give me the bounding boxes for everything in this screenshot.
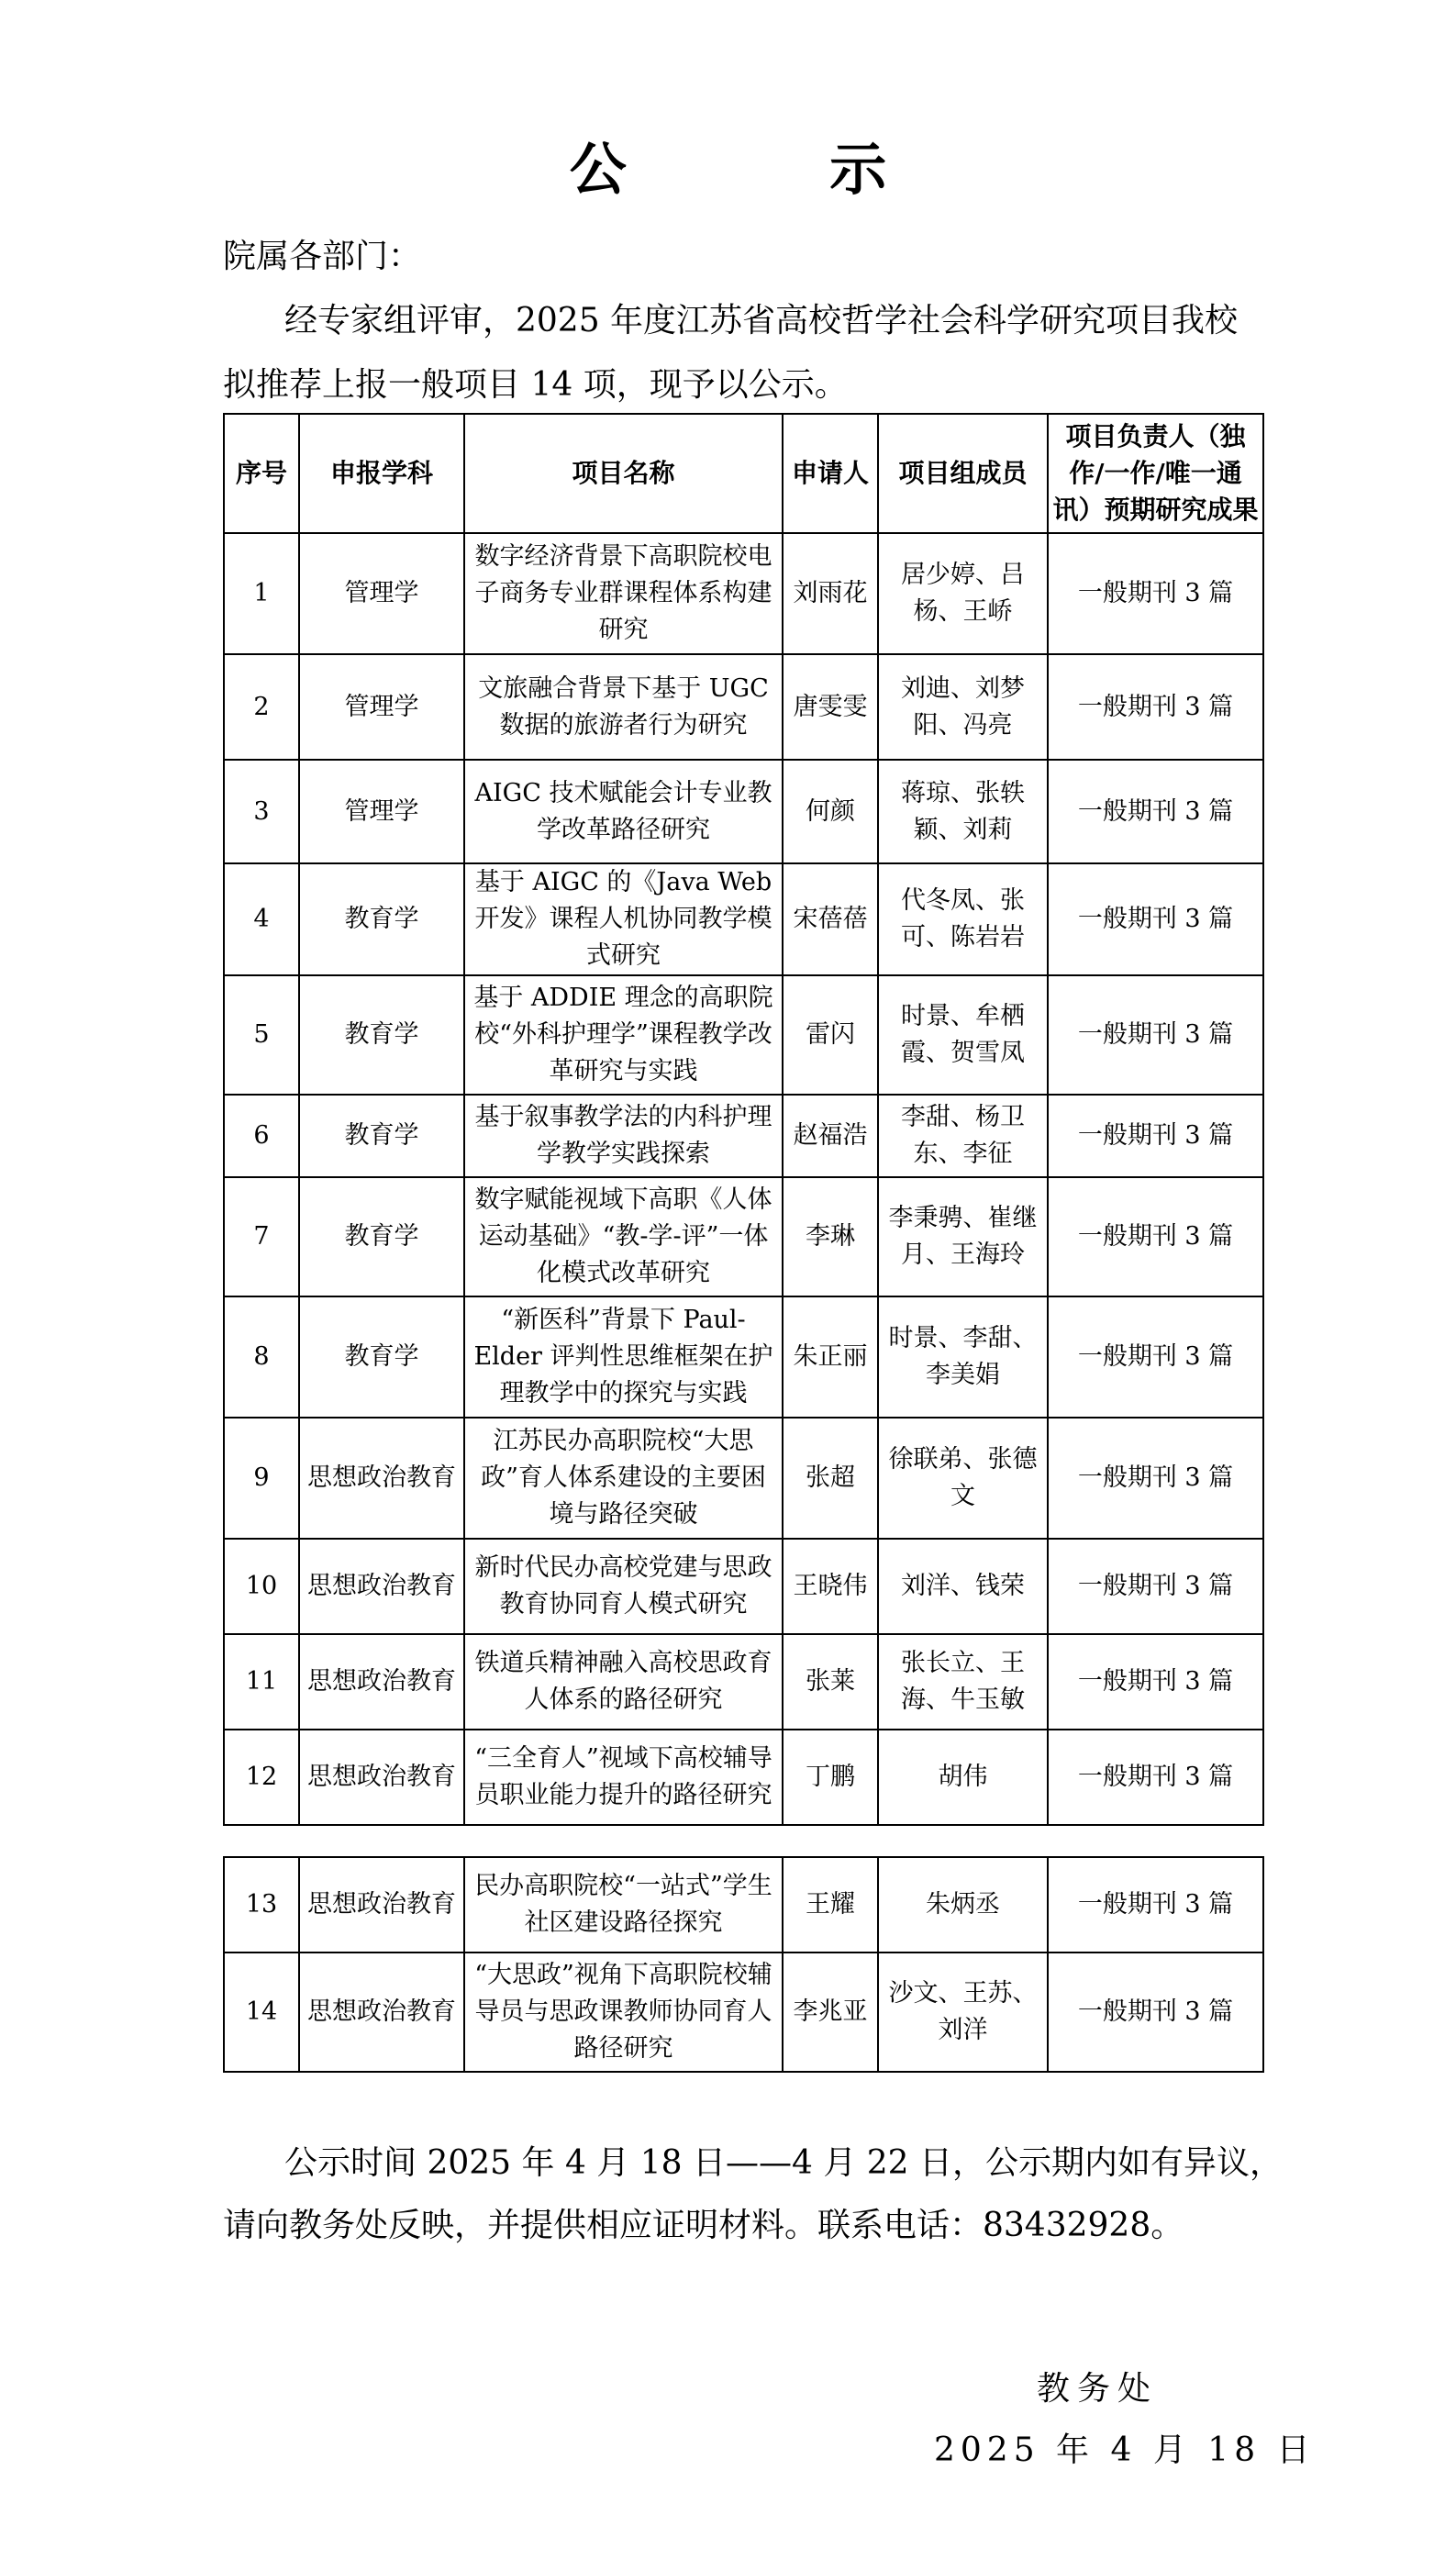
- cell-members: 徐联弟、张德文: [878, 1418, 1048, 1539]
- table-header-row: [224, 414, 1263, 533]
- cell-outcome: 一般期刊 3 篇: [1048, 975, 1263, 1095]
- cell-name: 江苏民办高职院校“大思政”育人体系建设的主要困境与路径突破: [464, 1418, 783, 1539]
- table-row: [224, 533, 1263, 654]
- page-title: 公 示: [569, 136, 979, 203]
- cell-applicant: 何颜: [783, 760, 878, 863]
- cell-members: 蒋琼、张轶颖、刘莉: [878, 760, 1048, 863]
- signature-date: 2025 年 4 月 18 日: [934, 2431, 1316, 2469]
- cell-no: 7: [224, 1177, 299, 1296]
- cell-name: “新医科”背景下 Paul-Elder 评判性思维框架在护理教学中的探究与实践: [464, 1296, 783, 1418]
- cell-members: 朱炳丞: [878, 1857, 1048, 1953]
- cell-applicant: 赵福浩: [783, 1095, 878, 1177]
- cell-no: 6: [224, 1095, 299, 1177]
- cell-subject: 管理学: [299, 533, 464, 654]
- cell-outcome: 一般期刊 3 篇: [1048, 1730, 1263, 1825]
- table-row: [224, 1418, 1263, 1539]
- cell-applicant: 丁鹏: [783, 1730, 878, 1825]
- cell-no: 1: [224, 533, 299, 654]
- cell-outcome: 一般期刊 3 篇: [1048, 1857, 1263, 1953]
- cell-outcome: 一般期刊 3 篇: [1048, 1095, 1263, 1177]
- cell-no: 9: [224, 1418, 299, 1539]
- cell-no: 3: [224, 760, 299, 863]
- header-name: 项目名称: [464, 414, 783, 533]
- cell-outcome: 一般期刊 3 篇: [1048, 760, 1263, 863]
- cell-applicant: 张莱: [783, 1634, 878, 1730]
- salutation: 院属各部门：: [223, 238, 422, 275]
- cell-outcome: 一般期刊 3 篇: [1048, 1296, 1263, 1418]
- notice-line-1: 公示时间 2025 年 4 月 18 日——4 月 22 日，公示期内如有异议，: [284, 2144, 1284, 2182]
- cell-name: 数字赋能视域下高职《人体运动基础》“教-学-评”一体化模式改革研究: [464, 1177, 783, 1296]
- cell-name: AIGC 技术赋能会计专业教学改革路径研究: [464, 760, 783, 863]
- cell-applicant: 朱正丽: [783, 1296, 878, 1418]
- intro-line-1: 经专家组评审，2025 年度江苏省高校哲学社会科学研究项目我校: [284, 302, 1239, 339]
- cell-members: 代冬凤、张可、陈岩岩: [878, 863, 1048, 975]
- cell-outcome: 一般期刊 3 篇: [1048, 1177, 1263, 1296]
- cell-outcome: 一般期刊 3 篇: [1048, 863, 1263, 975]
- cell-outcome: 一般期刊 3 篇: [1048, 1953, 1263, 2072]
- cell-members: 李秉骋、崔继月、王海玲: [878, 1177, 1048, 1296]
- cell-members: 张长立、王海、牛玉敏: [878, 1634, 1048, 1730]
- cell-name: 基于叙事教学法的内科护理学教学实践探索: [464, 1095, 783, 1177]
- cell-subject: 思想政治教育: [299, 1730, 464, 1825]
- cell-no: 4: [224, 863, 299, 975]
- cell-outcome: 一般期刊 3 篇: [1048, 1539, 1263, 1634]
- cell-subject: 教育学: [299, 1296, 464, 1418]
- cell-applicant: 张超: [783, 1418, 878, 1539]
- cell-name: “三全育人”视域下高校辅导员职业能力提升的路径研究: [464, 1730, 783, 1825]
- cell-members: 胡伟: [878, 1730, 1048, 1825]
- cell-members: 时景、李甜、李美娟: [878, 1296, 1048, 1418]
- cell-members: 沙文、王苏、刘洋: [878, 1953, 1048, 2072]
- project-table: [223, 413, 1264, 1826]
- cell-name: 数字经济背景下高职院校电子商务专业群课程体系构建研究: [464, 533, 783, 654]
- cell-applicant: 王耀: [783, 1857, 878, 1953]
- cell-no: 10: [224, 1539, 299, 1634]
- cell-applicant: 刘雨花: [783, 533, 878, 654]
- table-row: [224, 975, 1263, 1095]
- table-row: [224, 1634, 1263, 1730]
- table-row: [224, 1539, 1263, 1634]
- cell-subject: 教育学: [299, 1177, 464, 1296]
- table-row: [224, 760, 1263, 863]
- cell-no: 14: [224, 1953, 299, 2072]
- cell-applicant: 唐雯雯: [783, 654, 878, 760]
- cell-name: “大思政”视角下高职院校辅导员与思政课教师协同育人路径研究: [464, 1953, 783, 2072]
- intro-line-2: 拟推荐上报一般项目 14 项，现予以公示。: [223, 366, 848, 404]
- cell-name: 铁道兵精神融入高校思政育人体系的路径研究: [464, 1634, 783, 1730]
- header-applicant: 申请人: [783, 414, 878, 533]
- cell-no: 12: [224, 1730, 299, 1825]
- cell-outcome: 一般期刊 3 篇: [1048, 654, 1263, 760]
- cell-outcome: 一般期刊 3 篇: [1048, 1418, 1263, 1539]
- cell-applicant: 李兆亚: [783, 1953, 878, 2072]
- cell-subject: 思想政治教育: [299, 1634, 464, 1730]
- header-subject: 申报学科: [299, 414, 464, 533]
- cell-subject: 思想政治教育: [299, 1953, 464, 2072]
- cell-members: 李甜、杨卫东、李征: [878, 1095, 1048, 1177]
- cell-subject: 教育学: [299, 863, 464, 975]
- cell-applicant: 王晓伟: [783, 1539, 878, 1634]
- cell-no: 13: [224, 1857, 299, 1953]
- project-table-continued: [223, 1856, 1264, 2073]
- table-body: [224, 533, 1263, 1825]
- table-row: [224, 1296, 1263, 1418]
- cell-members: 居少婷、吕杨、王峤: [878, 533, 1048, 654]
- cell-members: 时景、牟栖霞、贺雪凤: [878, 975, 1048, 1095]
- table-row: [224, 1095, 1263, 1177]
- table-row: [224, 654, 1263, 760]
- header-no: 序号: [224, 414, 299, 533]
- cell-outcome: 一般期刊 3 篇: [1048, 1634, 1263, 1730]
- cell-name: 文旅融合背景下基于 UGC 数据的旅游者行为研究: [464, 654, 783, 760]
- cell-name: 民办高职院校“一站式”学生社区建设路径探究: [464, 1857, 783, 1953]
- cell-subject: 教育学: [299, 1095, 464, 1177]
- cell-outcome: 一般期刊 3 篇: [1048, 533, 1263, 654]
- cell-applicant: 雷闪: [783, 975, 878, 1095]
- cell-members: 刘迪、刘梦阳、冯亮: [878, 654, 1048, 760]
- cell-subject: 管理学: [299, 654, 464, 760]
- table-row: [224, 1857, 1263, 1953]
- cell-name: 基于 AIGC 的《Java Web 开发》课程人机协同教学模式研究: [464, 863, 783, 975]
- table-row: [224, 1177, 1263, 1296]
- cell-name: 基于 ADDIE 理念的高职院校“外科护理学”课程教学改革研究与实践: [464, 975, 783, 1095]
- cell-no: 2: [224, 654, 299, 760]
- header-outcome: 项目负责人（独作/一作/唯一通讯）预期研究成果: [1048, 414, 1263, 533]
- header-members: 项目组成员: [878, 414, 1048, 533]
- cell-subject: 管理学: [299, 760, 464, 863]
- cell-subject: 思想政治教育: [299, 1539, 464, 1634]
- cell-applicant: 宋蓓蓓: [783, 863, 878, 975]
- notice-line-2: 请向教务处反映，并提供相应证明材料。联系电话：83432928。: [223, 2207, 1184, 2244]
- cell-applicant: 李琳: [783, 1177, 878, 1296]
- cell-members: 刘洋、钱荣: [878, 1539, 1048, 1634]
- table-row: [224, 863, 1263, 975]
- cell-subject: 思想政治教育: [299, 1857, 464, 1953]
- cell-no: 8: [224, 1296, 299, 1418]
- table-body-continued: [224, 1857, 1263, 2072]
- cell-name: 新时代民办高校党建与思政教育协同育人模式研究: [464, 1539, 783, 1634]
- cell-subject: 思想政治教育: [299, 1418, 464, 1539]
- cell-subject: 教育学: [299, 975, 464, 1095]
- table-row: [224, 1953, 1263, 2072]
- signer: 教务处: [1037, 2370, 1159, 2408]
- table-row: [224, 1730, 1263, 1825]
- cell-no: 11: [224, 1634, 299, 1730]
- cell-no: 5: [224, 975, 299, 1095]
